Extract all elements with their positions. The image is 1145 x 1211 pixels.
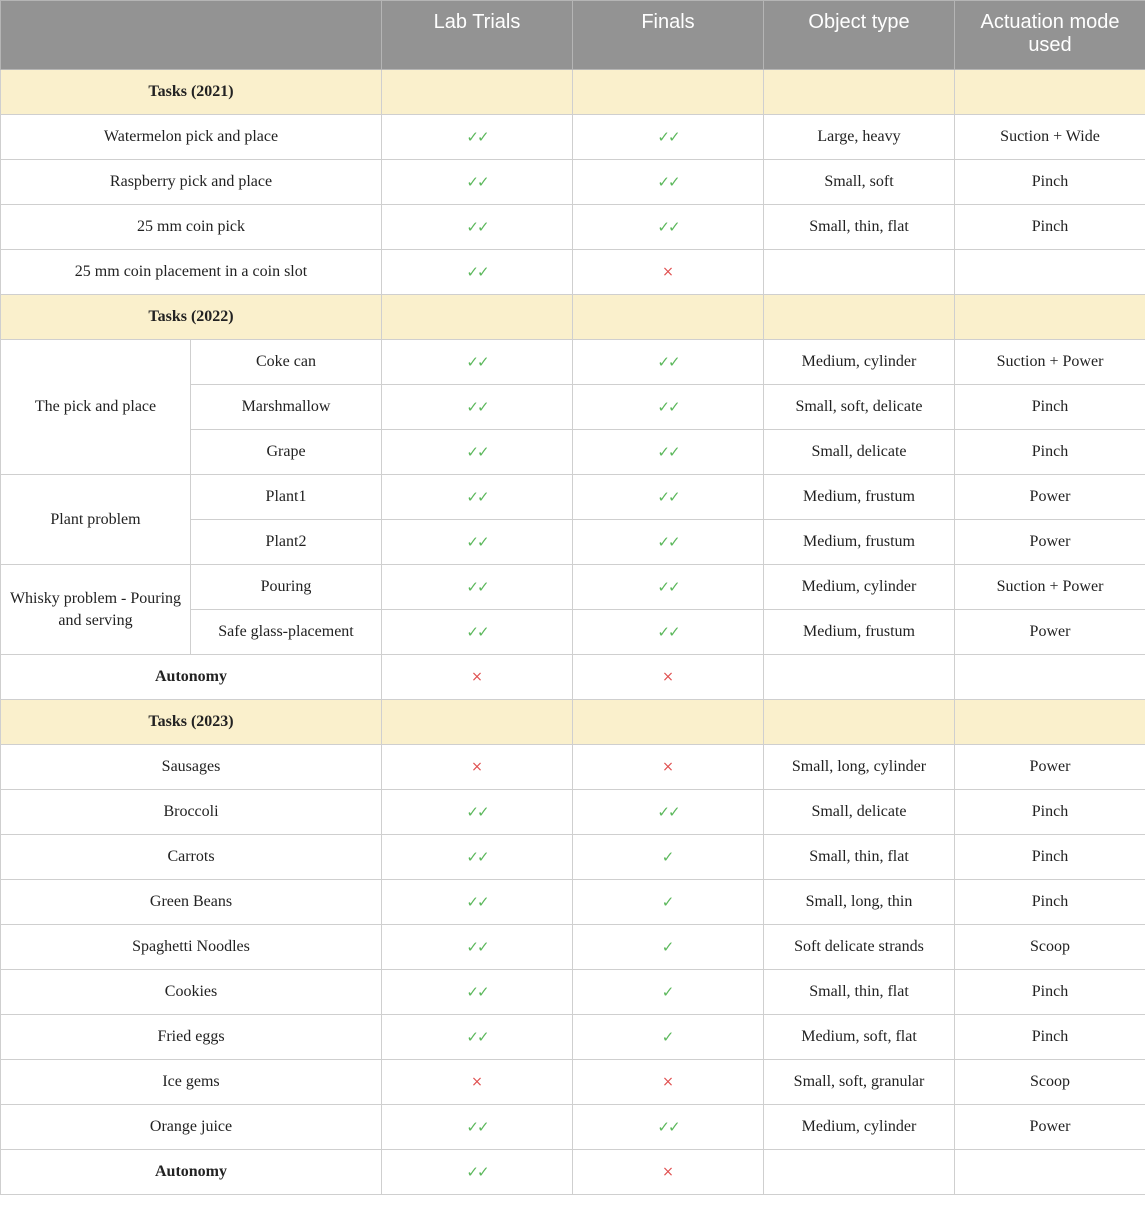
lab-result-double-check: ✓✓ [382, 250, 573, 295]
finals-result-fail: × [573, 745, 764, 790]
table-row [1, 970, 1145, 1015]
task-cell: Coke can [191, 340, 382, 385]
autonomy-row-2023 [1, 1150, 1145, 1195]
autonomy-label: Autonomy [1, 1150, 382, 1195]
header-row [1, 1, 1145, 70]
actuation-mode-cell: Power [955, 475, 1145, 520]
section-title: Tasks (2021) [1, 70, 382, 115]
table-row [1, 925, 1145, 970]
task-cell: Cookies [1, 970, 382, 1015]
section-row-2023 [1, 700, 1145, 745]
table-row [1, 880, 1145, 925]
lab-result-double-check: ✓✓ [382, 385, 573, 430]
table-row [1, 835, 1145, 880]
object-type-cell: Small, soft [764, 160, 955, 205]
lab-result-double-check: ✓✓ [382, 925, 573, 970]
actuation-mode-cell: Pinch [955, 385, 1145, 430]
lab-result-double-check: ✓✓ [382, 1015, 573, 1060]
object-type-cell: Medium, frustum [764, 520, 955, 565]
table-row [1, 565, 1145, 610]
lab-result-double-check: ✓✓ [382, 340, 573, 385]
group-cell-plant-problem: Plant problem [1, 475, 191, 565]
lab-result-double-check: ✓✓ [382, 1150, 573, 1195]
object-type-cell: Small, soft, delicate [764, 385, 955, 430]
section-title: Tasks (2022) [1, 295, 382, 340]
table-row [1, 745, 1145, 790]
finals-result-double-check: ✓✓ [573, 205, 764, 250]
table-row [1, 205, 1145, 250]
object-type-cell: Small, delicate [764, 430, 955, 475]
object-type-cell: Soft delicate strands [764, 925, 955, 970]
actuation-mode-cell: Power [955, 520, 1145, 565]
lab-result-double-check: ✓✓ [382, 565, 573, 610]
lab-result-double-check: ✓✓ [382, 475, 573, 520]
object-type-cell: Small, thin, flat [764, 970, 955, 1015]
task-cell: Safe glass-placement [191, 610, 382, 655]
actuation-mode-cell: Scoop [955, 1060, 1145, 1105]
finals-result-single-check: ✓ [573, 880, 764, 925]
header-lab-trials: Lab Trials [382, 1, 573, 70]
finals-result-single-check: ✓ [573, 970, 764, 1015]
task-cell: Green Beans [1, 880, 382, 925]
task-cell: Fried eggs [1, 1015, 382, 1060]
actuation-mode-cell: Pinch [955, 880, 1145, 925]
header-actuation-mode: Actuation mode used [955, 1, 1145, 70]
finals-result-double-check: ✓✓ [573, 430, 764, 475]
table-row [1, 250, 1145, 295]
object-type-cell: Medium, frustum [764, 610, 955, 655]
table-row [1, 160, 1145, 205]
finals-result-double-check: ✓✓ [573, 475, 764, 520]
object-type-cell: Medium, cylinder [764, 565, 955, 610]
task-cell: 25 mm coin pick [1, 205, 382, 250]
table-row [1, 115, 1145, 160]
task-cell: Plant2 [191, 520, 382, 565]
group-cell-whisky-problem: Whisky problem - Pouring and serving [1, 565, 191, 655]
task-cell: Plant1 [191, 475, 382, 520]
object-type-cell: Small, long, cylinder [764, 745, 955, 790]
task-cell: Marshmallow [191, 385, 382, 430]
actuation-mode-cell: Power [955, 610, 1145, 655]
lab-result-double-check: ✓✓ [382, 790, 573, 835]
task-cell: Raspberry pick and place [1, 160, 382, 205]
lab-result-double-check: ✓✓ [382, 160, 573, 205]
actuation-mode-cell: Suction + Wide [955, 115, 1145, 160]
autonomy-label: Autonomy [1, 655, 382, 700]
actuation-mode-cell [955, 250, 1145, 295]
lab-result-double-check: ✓✓ [382, 610, 573, 655]
lab-result-double-check: ✓✓ [382, 430, 573, 475]
actuation-mode-cell: Pinch [955, 970, 1145, 1015]
header-task [1, 1, 382, 70]
table-row [1, 1015, 1145, 1060]
object-type-cell: Small, soft, granular [764, 1060, 955, 1105]
object-type-cell [764, 250, 955, 295]
table-row [1, 1060, 1145, 1105]
object-type-cell: Small, thin, flat [764, 835, 955, 880]
object-type-cell: Small, long, thin [764, 880, 955, 925]
task-cell: Spaghetti Noodles [1, 925, 382, 970]
object-type-cell: Medium, cylinder [764, 340, 955, 385]
header-object-type: Object type [764, 1, 955, 70]
lab-result-fail: × [382, 745, 573, 790]
finals-result-double-check: ✓✓ [573, 115, 764, 160]
task-cell: Carrots [1, 835, 382, 880]
task-cell: Sausages [1, 745, 382, 790]
header-finals: Finals [573, 1, 764, 70]
task-cell: Orange juice [1, 1105, 382, 1150]
section-title: Tasks (2023) [1, 700, 382, 745]
finals-result-single-check: ✓ [573, 835, 764, 880]
group-cell-pick-and-place: The pick and place [1, 340, 191, 475]
task-cell: Grape [191, 430, 382, 475]
actuation-mode-cell: Pinch [955, 1015, 1145, 1060]
finals-result-fail: × [573, 1060, 764, 1105]
lab-result-double-check: ✓✓ [382, 520, 573, 565]
object-type-cell: Large, heavy [764, 115, 955, 160]
finals-result-fail: × [573, 655, 764, 700]
actuation-mode-cell: Power [955, 745, 1145, 790]
actuation-mode-cell: Pinch [955, 790, 1145, 835]
table-row [1, 475, 1145, 520]
finals-result-double-check: ✓✓ [573, 520, 764, 565]
actuation-mode-cell: Scoop [955, 925, 1145, 970]
actuation-mode-cell: Suction + Power [955, 340, 1145, 385]
lab-result-double-check: ✓✓ [382, 835, 573, 880]
finals-result-single-check: ✓ [573, 925, 764, 970]
finals-result-fail: × [573, 1150, 764, 1195]
finals-result-double-check: ✓✓ [573, 160, 764, 205]
lab-result-double-check: ✓✓ [382, 970, 573, 1015]
actuation-mode-cell: Power [955, 1105, 1145, 1150]
lab-result-double-check: ✓✓ [382, 205, 573, 250]
actuation-mode-cell: Pinch [955, 160, 1145, 205]
lab-result-double-check: ✓✓ [382, 1105, 573, 1150]
object-type-cell: Medium, cylinder [764, 1105, 955, 1150]
object-type-cell: Medium, frustum [764, 475, 955, 520]
finals-result-double-check: ✓✓ [573, 340, 764, 385]
lab-result-double-check: ✓✓ [382, 115, 573, 160]
finals-result-double-check: ✓✓ [573, 790, 764, 835]
actuation-mode-cell: Pinch [955, 835, 1145, 880]
lab-result-double-check: ✓✓ [382, 880, 573, 925]
task-cell: 25 mm coin placement in a coin slot [1, 250, 382, 295]
object-type-cell: Medium, soft, flat [764, 1015, 955, 1060]
task-cell: Pouring [191, 565, 382, 610]
object-type-cell: Small, thin, flat [764, 205, 955, 250]
task-cell: Broccoli [1, 790, 382, 835]
table-row [1, 340, 1145, 385]
autonomy-row-2022 [1, 655, 1145, 700]
finals-result-double-check: ✓✓ [573, 565, 764, 610]
finals-result-double-check: ✓✓ [573, 385, 764, 430]
finals-result-fail: × [573, 250, 764, 295]
actuation-mode-cell: Pinch [955, 205, 1145, 250]
actuation-mode-cell: Pinch [955, 430, 1145, 475]
finals-result-single-check: ✓ [573, 1015, 764, 1060]
finals-result-double-check: ✓✓ [573, 610, 764, 655]
section-row-2022 [1, 295, 1145, 340]
finals-result-double-check: ✓✓ [573, 1105, 764, 1150]
lab-result-fail: × [382, 655, 573, 700]
task-cell: Ice gems [1, 1060, 382, 1105]
object-type-cell: Small, delicate [764, 790, 955, 835]
lab-result-fail: × [382, 1060, 573, 1105]
table-row [1, 790, 1145, 835]
table-row [1, 1105, 1145, 1150]
section-row-2021 [1, 70, 1145, 115]
task-cell: Watermelon pick and place [1, 115, 382, 160]
actuation-mode-cell: Suction + Power [955, 565, 1145, 610]
